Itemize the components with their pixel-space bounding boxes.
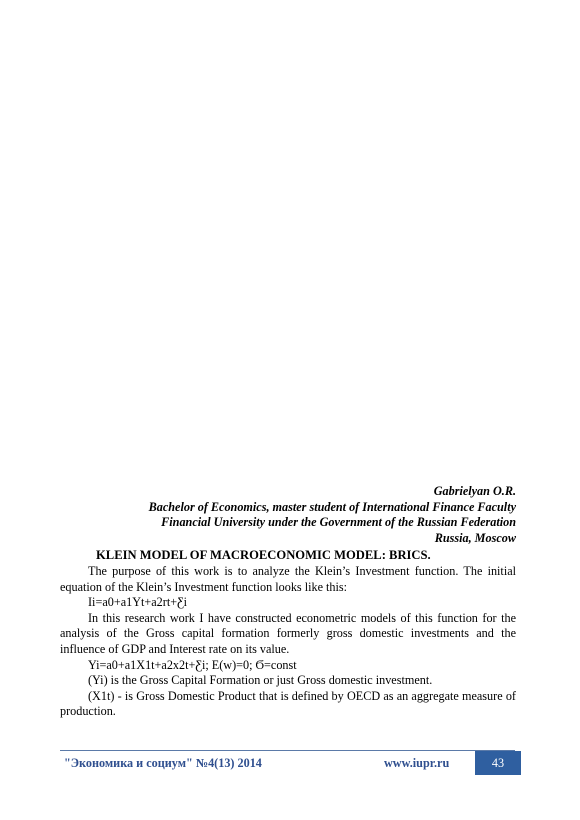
author-position: Bachelor of Economics, master student of International Finance Faculty xyxy=(148,499,516,514)
author-block xyxy=(60,484,516,546)
author-location: Russia, Moscow xyxy=(434,530,516,545)
author-name: Gabrielyan O.R. xyxy=(433,484,516,498)
equation-model: Yi=a0+a1X1t+a2x2t+Ƹi; E(w)=0; Ϭ=const xyxy=(88,657,297,672)
footer-website-link[interactable]: www.iupr.ru xyxy=(384,756,450,770)
page-number: 43 xyxy=(491,755,505,770)
author-affiliation: Financial University under the Government of the Russian Federation xyxy=(161,515,516,530)
paragraph-x1t-definition: (X1t) - is Gross Domestic Product that is defined by OECD as an aggregate measure of production. xyxy=(60,688,516,719)
footer-divider xyxy=(60,750,515,751)
article-title: KLEIN MODEL OF MACROECONOMIC MODEL: BRICS. xyxy=(96,548,431,562)
paragraph-yi-definition: (Yi) is the Gross Capital Formation or just Gross domestic investment. xyxy=(88,673,433,688)
page-number-badge xyxy=(475,751,521,775)
article-body xyxy=(60,564,516,720)
footer-journal-name: "Экономика и социум" №4(13) 2014 xyxy=(64,756,262,770)
paragraph-purpose: The purpose of this work is to analyze the Klein’s Investment function. The initial equation of the Klein’s Investment function looks like this: xyxy=(60,564,516,594)
equation-investment-function: Ii=a0+a1Yt+a2rt+Ƹi xyxy=(88,595,188,610)
paragraph-research: In this research work I have constructed econometric models of this function for the analysis of the Gross capital formation formerly gross domestic investments and the influence of GDP and Interest rate on its value. xyxy=(60,610,516,656)
